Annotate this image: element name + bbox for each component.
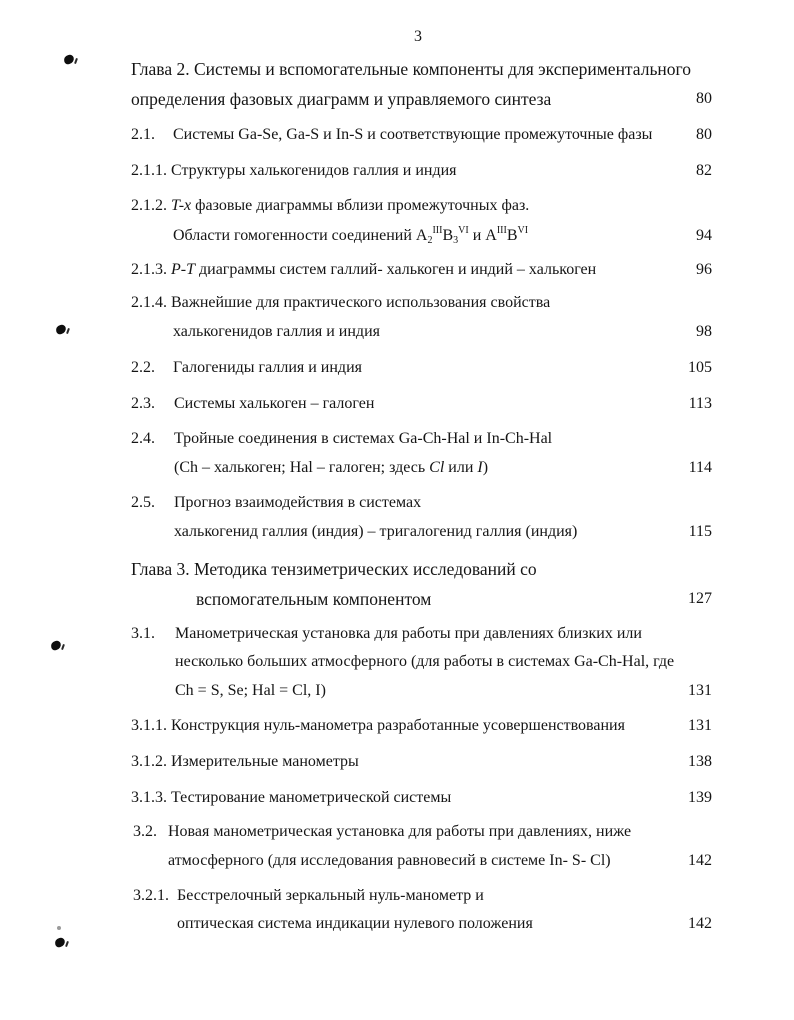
punch-hole-mark	[64, 55, 84, 71]
toc-page-number: 98	[696, 323, 712, 340]
punch-hole-mark	[51, 641, 71, 657]
section-title: Системы халькоген – галоген	[174, 395, 375, 412]
section-number: 2.1.3.	[131, 261, 167, 278]
section-title: Тестирование манометрической системы	[171, 789, 452, 806]
toc-line	[131, 58, 691, 80]
punch-hole-mark	[55, 938, 75, 954]
punch-hole-tick	[74, 58, 78, 64]
toc-line	[131, 196, 529, 216]
punch-hole-tick	[66, 328, 70, 334]
page-number: 3	[414, 28, 422, 45]
section-number: 2.4.	[131, 430, 155, 447]
toc-page-number: 115	[688, 523, 712, 540]
formula-subscript: 3	[453, 235, 459, 246]
section-title: Системы Ga-Se, Ga-S и In-S и соответствующие промежуточные фазы	[173, 126, 653, 143]
toc-page-number: 142	[688, 915, 712, 932]
section-title-variable: P-T	[171, 261, 195, 278]
closing-parenthesis: )	[482, 459, 489, 476]
toc-line	[131, 558, 537, 580]
section-title: Манометрическая установка для работы при давлениях близких или	[175, 625, 642, 642]
element-symbol: Cl	[429, 459, 445, 476]
toc-page-number: 105	[688, 359, 712, 376]
toc-page-number: 131	[688, 717, 712, 734]
toc-line	[131, 716, 625, 736]
punch-hole-tick	[65, 941, 69, 947]
punch-hole-smudge	[57, 926, 61, 930]
chapter-title-continued: вспомогательным компонентом	[196, 589, 432, 609]
section-number: 3.1.2.	[131, 753, 167, 770]
section-title-continued: Ch = S, Se; Hal = Cl, I)	[175, 682, 326, 699]
formula-subscript: 2	[427, 235, 433, 246]
punch-hole-blob	[63, 54, 75, 65]
toc-page-number: 139	[688, 789, 712, 806]
chemical-formula	[416, 227, 469, 244]
section-number: 3.1.3.	[131, 789, 167, 806]
section-title-continued: несколько больших атмосферного (для работы в системах Ga-Ch-Hal, где	[175, 653, 675, 670]
toc-line	[131, 161, 457, 181]
section-title: Измерительные манометры	[171, 753, 359, 770]
toc-page-number: 94	[696, 227, 712, 244]
chapter-label: Глава 3.	[131, 559, 190, 579]
toc-page-number: 80	[696, 90, 712, 107]
section-title-continued: халькогенидов галлия и индия	[173, 323, 380, 340]
section-title: Прогноз взаимодействия в системах	[174, 494, 422, 511]
section-title-continued: Области гомогенности соединений	[173, 227, 412, 244]
section-number: 3.2.	[133, 823, 157, 840]
punch-hole-tick	[61, 644, 65, 650]
section-number: 3.1.1.	[131, 717, 167, 734]
toc-page-number: 113	[688, 395, 712, 412]
punch-hole-mark	[56, 325, 76, 341]
punch-hole-blob	[54, 937, 66, 948]
section-title-continued: (Ch – халькоген; Hal – галоген; здесь	[174, 459, 426, 476]
chapter-title: Методика тензиметрических исследований со	[193, 559, 537, 579]
element-symbol: I	[477, 459, 483, 476]
chapter-title-continued: определения фазовых диаграмм и управляемого синтеза	[131, 89, 552, 109]
section-number: 2.1.2.	[131, 197, 167, 214]
punch-hole-blob	[55, 324, 67, 335]
formula-element: A	[415, 227, 428, 244]
section-title-continued: оптическая система индикации нулевого положения	[177, 915, 533, 932]
toc-page-number: 138	[688, 753, 712, 770]
section-title: Тройные соединения в системах Ga-Ch-Hal и In-Ch-Hal	[174, 430, 553, 447]
section-title: диаграммы систем галлий- халькоген и индий – халькоген	[199, 261, 597, 278]
chemical-formula	[485, 227, 528, 244]
section-title: Важнейшие для практического использования свойства	[171, 294, 551, 311]
toc-line	[174, 458, 488, 478]
section-number: 2.1.4.	[131, 294, 167, 311]
toc-line	[131, 293, 550, 313]
section-number: 2.3.	[131, 395, 155, 412]
section-title: Бесстрелочный зеркальный нуль-манометр и	[177, 887, 484, 904]
punch-hole-blob	[50, 640, 62, 651]
toc-page-number: 82	[696, 162, 712, 179]
toc-page-number: 127	[688, 590, 712, 607]
formula-element: B	[506, 227, 518, 244]
section-number: 2.2.	[131, 359, 155, 376]
section-number: 2.5.	[131, 494, 155, 511]
section-title-continued: атмосферного (для исследования равновесий в системе In- S- Cl)	[168, 852, 611, 869]
section-title: Галогениды галлия и индия	[173, 359, 362, 376]
section-title: Структуры халькогенидов галлия и индия	[171, 162, 457, 179]
section-number: 3.2.1.	[133, 887, 169, 904]
formula-superscript: III	[496, 225, 507, 236]
toc-line	[173, 226, 528, 246]
formula-conjunction: и	[472, 227, 482, 244]
formula-element: A	[485, 227, 497, 244]
toc-line	[131, 260, 596, 280]
formula-superscript: VI	[458, 225, 469, 236]
formula-superscript: VI	[517, 225, 529, 236]
toc-page-number: 96	[696, 261, 712, 278]
toc-page-number: 114	[688, 459, 712, 476]
chapter-title: Системы и вспомогательные компоненты для экспериментального	[193, 59, 692, 79]
formula-superscript: III	[432, 225, 443, 236]
section-number: 2.1.	[131, 126, 155, 143]
toc-line	[131, 752, 359, 772]
section-title-continued: или	[448, 459, 474, 476]
toc-page-number: 80	[696, 126, 712, 143]
section-title: Новая манометрическая установка для работы при давлениях, ниже	[168, 823, 632, 840]
section-title-continued: халькогенид галлия (индия) – тригалогенид галлия (индия)	[174, 523, 578, 540]
section-title: Конструкция нуль-манометра разработанные усовершенствования	[171, 717, 625, 734]
section-number: 2.1.1.	[131, 162, 167, 179]
toc-line	[131, 788, 451, 808]
toc-page-number: 142	[688, 852, 712, 869]
section-title: фазовые диаграммы вблизи промежуточных фаз.	[195, 197, 530, 214]
section-title-variable: T-x	[171, 197, 192, 214]
section-number: 3.1.	[131, 625, 155, 642]
formula-element: B	[442, 227, 454, 244]
toc-page-number: 131	[688, 682, 712, 699]
chapter-label: Глава 2.	[131, 59, 190, 79]
